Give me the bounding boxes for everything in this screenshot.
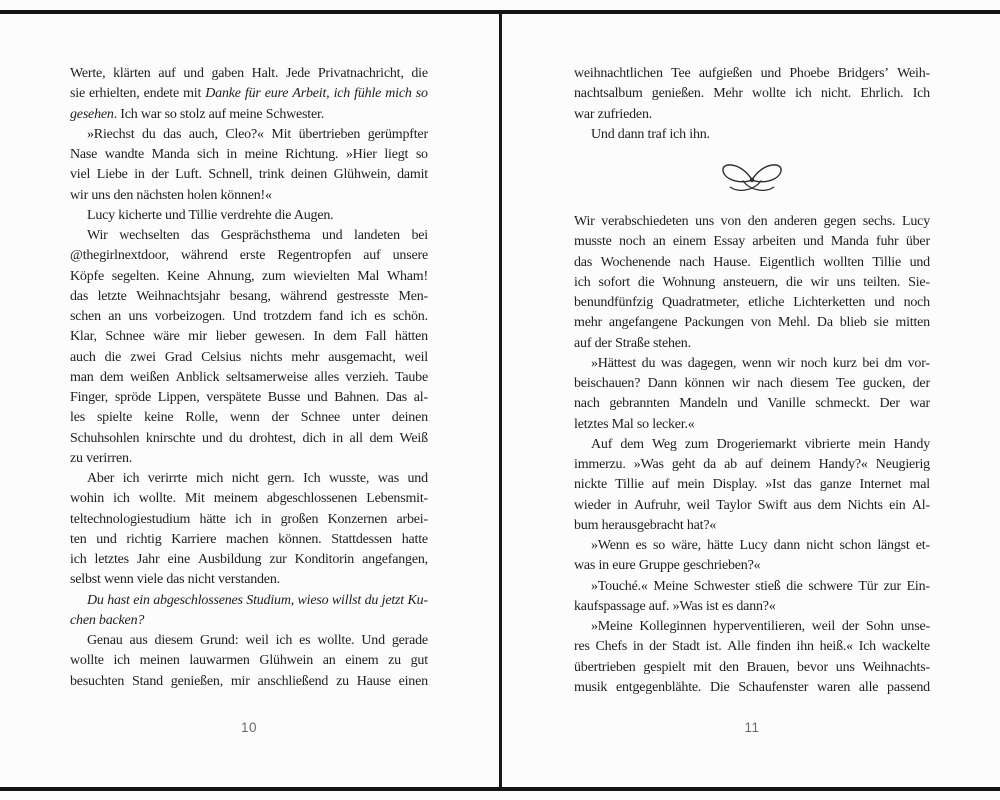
page-text: [70, 64, 428, 692]
text-line: Schuhsohlen knirschte und du drohtest, dich in all dem Weiß: [70, 430, 428, 446]
section-break-ornament: [574, 145, 930, 212]
text-line: wollte ich meinen lauwarmen Glühwein an einem zu gut: [70, 653, 428, 669]
text-line: chen backen?: [70, 612, 145, 628]
text-line: was in eure Gruppe geschrieben?«: [574, 558, 761, 574]
text-line: wieder in Aufruhr, weil Taylor Swift aus dem Nichts ein Al-: [574, 497, 930, 513]
text-line: gesehen. Ich war so stolz auf meine Schwester.: [70, 106, 325, 122]
text-line: »Riechst du das auch, Cleo?« Mit übertrieben gerümpfter: [87, 126, 428, 142]
text-line: Aber ich verirrte mich nicht gern. Ich wusste, was und: [87, 471, 428, 486]
text-line: Du hast ein abgeschlossenes Studium, wieso willst du jetzt Ku-: [87, 592, 428, 608]
text-line: das Wochenende nach Hause. Eigentlich wollten Tillie und: [574, 254, 930, 270]
text-line: Werte, klärten auf und gaben Halt. Jede Privatnachricht, die: [70, 66, 428, 81]
text-line: wir uns den nächsten holen können!«: [70, 187, 272, 203]
text-line: übertrieben gespielt mit den Brauen, bevor uns Weihnachts-: [574, 659, 930, 675]
text-line: musste noch an einem Essay arbeiten und Manda fuhr über: [574, 234, 930, 250]
text-line: »Wenn es so wäre, hätte Lucy dann nicht schon längst et-: [591, 538, 930, 553]
text-line: teltechnologiestudium hätte ich in großen Konzernen arbei-: [70, 511, 428, 527]
text-line: kaufspassage auf. »Was ist es dann?«: [574, 598, 776, 614]
text-line: weihnachtlichen Tee aufgießen und Phoebe Bridgers’ Weih-: [574, 66, 930, 81]
text-line: »Hättest du was dagegen, wenn wir noch kurz bei dm vor-: [591, 355, 930, 371]
text-line: ten und richtig Karriere machen können. Stattdessen hatte: [70, 531, 428, 547]
text-line: ich sofort die Wohnung ansteuern, die wir uns teilten. Sie-: [574, 274, 930, 290]
text-line: zu verirren.: [70, 450, 133, 466]
page-text: [574, 64, 930, 698]
text-line: schen an uns vorbeizogen. Und trotzdem fand ich es schön.: [70, 309, 428, 324]
text-line: Nase wandte Manda sich in meine Richtung. »Hier liegt so: [70, 147, 428, 162]
text-line: viel Liebe in der Luft. Schnell, trink deinen Glühwein, damit: [70, 167, 428, 183]
text-line: Finger, spröde Lippen, verspätete Busse und Bahnen. Das al-: [70, 390, 428, 405]
text-line: wohin ich wollte. Mit meinem abgeschlossenen Lebensmit-: [70, 491, 428, 507]
text-line: musik entgegenblähte. Die Schaufenster waren alle passend: [574, 679, 930, 695]
text-line: sie erhielten, endete mit Danke für eure Arbeit, ich fühle mich so: [70, 86, 428, 102]
text-line: ich letztes Jahr eine Ausbildung zur Konditorin angefangen,: [70, 552, 428, 567]
text-line: letztes Mal so lecker.«: [574, 416, 695, 432]
text-line: besuchten Stand genießen, mir anschließend zu Hause einen: [70, 673, 428, 689]
text-line: nickte Tillie auf mein Display. »Ist das ganze Internet mal: [574, 477, 930, 493]
text-line: Wir wechselten das Gesprächsthema und landeten bei: [87, 228, 428, 243]
text-line: Und dann traf ich ihn.: [591, 126, 710, 142]
page-left[interactable]: [0, 14, 497, 787]
text-line: res Chefs in der Stadt ist. Alle finden ihn heiß.« Ich wackelte: [574, 639, 930, 655]
text-line: »Meine Kolleginnen hyperventilieren, weil der Sohn unse-: [591, 619, 930, 634]
page-right[interactable]: [502, 14, 999, 787]
text-line: immerzu. »Was geht da ab auf deinem Handy?« Neugierig: [574, 457, 930, 472]
text-line: »Touché.« Meine Schwester stieß die schwere Tür zur Ein-: [591, 578, 930, 594]
text-line: mehr angefangene Packungen von Mehl. Da blieb sie mitten: [574, 315, 930, 331]
text-line: Köpfe segelten. Keine Ahnung, zum wievielten Mal Wham!: [70, 268, 428, 284]
bow-ribbon-icon: [714, 157, 790, 201]
text-line: Genau aus diesem Grund: weil ich es wollte. Und gerade: [87, 633, 428, 648]
text-line: Lucy kicherte und Tillie verdrehte die Augen.: [87, 207, 334, 223]
text-line: beischauen? Dann können wir nach diesem Tee gucken, der: [574, 376, 930, 391]
text-line: selbst wenn viele das nicht verstanden.: [70, 572, 280, 588]
page-number: 11: [744, 720, 760, 735]
text-line: das letzte Weihnachtsjahr besang, während gestresste Men-: [70, 288, 428, 304]
text-line: war zufrieden.: [574, 106, 653, 122]
text-line: Wir verabschiedeten uns von den anderen gegen sechs. Lucy: [574, 214, 930, 229]
text-line: les spielte keine Rolle, wenn der Schnee unter deinen: [70, 410, 428, 426]
text-line: man dem weißen Anblick seltsamerweise alles verzieh. Taube: [70, 369, 428, 385]
text-line: benundfünfzig Quadratmeter, etliche Lichterketten und noch: [574, 295, 930, 310]
text-line: @thegirlnextdoor, während erste Regentropfen auf unsere: [70, 248, 428, 264]
text-line: Auf dem Weg zum Drogeriemarkt vibrierte mein Handy: [591, 436, 930, 452]
text-line: auf der Straße stehen.: [574, 335, 691, 351]
text-line: nachtsalbum genießen. Mehr wollte ich nicht. Ehrlich. Ich: [574, 86, 930, 102]
text-line: auch die zwei Grad Celsius nichts mehr ausgemacht, weil: [70, 349, 428, 365]
text-line: bum herausgebracht hat?«: [574, 517, 717, 533]
page-number: 10: [240, 720, 258, 735]
text-line: Klar, Schnee wäre mir lieber gewesen. In dem Fall hätten: [70, 329, 428, 345]
text-line: nach gebrannten Mandeln und Vanille schmeckt. Der war: [574, 396, 930, 412]
